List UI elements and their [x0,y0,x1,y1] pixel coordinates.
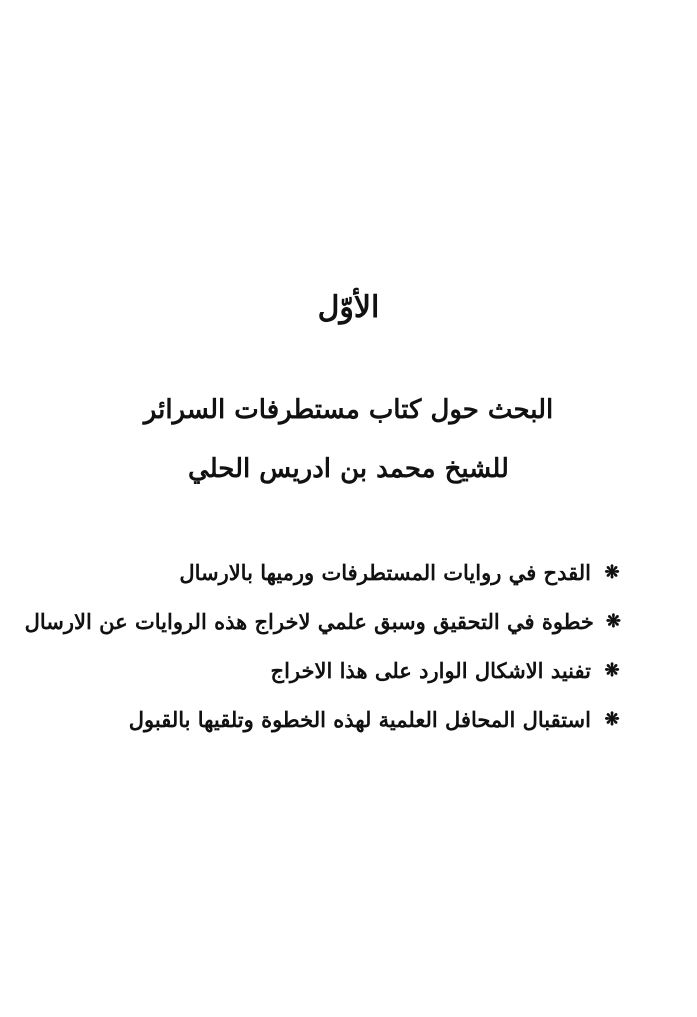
list-item-text: تفنيد الاشكال الوارد على هذا الاخراج [270,658,591,683]
list-item [61,646,621,695]
topics-list [24,548,621,744]
chapter-title: الأوّل [317,290,380,325]
list-item [61,695,621,744]
list-item-text: استقبال المحافل العلمية لهذه الخطوة وتلقيها بالقبول [128,707,591,732]
asterism-bullet-icon: ❋ [604,709,620,730]
subtitle-line-2: للشيخ محمد بن ادريس الحلي [188,454,509,484]
subtitle-line-1: البحث حول كتاب مستطرفات السرائر [143,395,554,425]
asterism-bullet-icon: ❋ [604,562,620,583]
list-item [61,548,621,597]
asterism-bullet-icon: ❋ [605,611,621,632]
list-item-text: خطوة في التحقيق وسبق علمي لاخراج هذه الروايات عن الارسال [24,609,594,634]
list-item [24,597,621,646]
list-item-text: القدح في روايات المستطرفات ورميها بالارسال [179,560,591,585]
asterism-bullet-icon: ❋ [604,660,620,681]
